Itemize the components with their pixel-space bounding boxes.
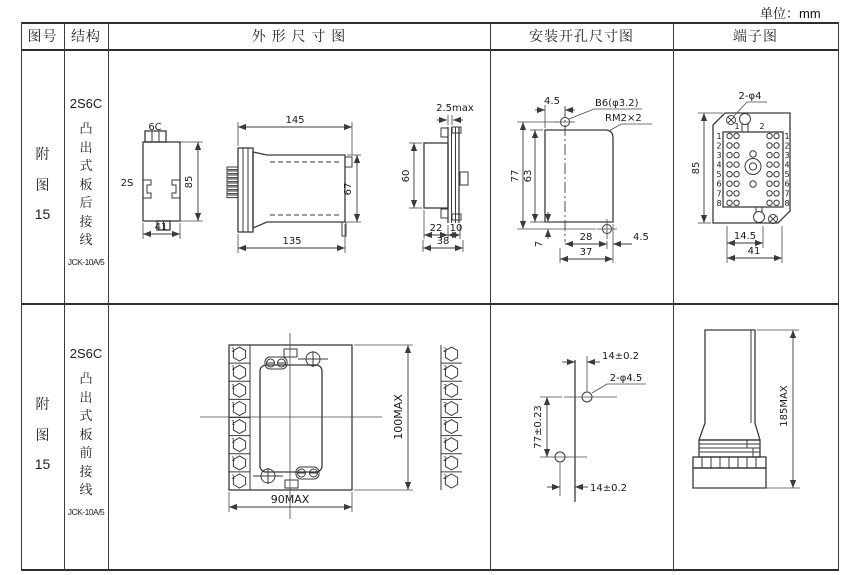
dim-2-5max: 2.5max bbox=[436, 103, 474, 114]
row-num: 8 bbox=[716, 198, 722, 208]
dim-2-phi4: 2-φ4 bbox=[738, 91, 762, 102]
hex-num: 1 bbox=[231, 346, 236, 354]
row2-model: 2S6C bbox=[69, 346, 103, 361]
hex-num: 1 bbox=[231, 400, 236, 409]
row1-mounting-drawing bbox=[492, 50, 672, 303]
dim-145: 145 bbox=[285, 115, 305, 126]
hex-num: 1 bbox=[231, 382, 236, 391]
dim-63: 63 bbox=[523, 169, 534, 183]
dim-4-5-top: 4.5 bbox=[544, 96, 560, 107]
base-segment-ticks bbox=[702, 457, 756, 468]
hex-num: 1 bbox=[231, 418, 236, 427]
header-structure: 结构 bbox=[71, 28, 101, 44]
dim-77-tol: 77±0.23 bbox=[533, 405, 544, 449]
row2-structure-char: 前 bbox=[79, 445, 93, 460]
header-terminal: 端子图 bbox=[733, 28, 778, 44]
corner-radius-label: RM2×2 bbox=[605, 113, 642, 124]
row1-fig-char: 15 bbox=[34, 206, 51, 222]
row-num: 5 bbox=[784, 170, 790, 180]
hole-spec-label: B6(φ3.2) bbox=[595, 98, 639, 109]
row2-structure-char: 接 bbox=[79, 463, 93, 479]
dim-85-terminal: 85 bbox=[691, 161, 702, 175]
hex-num: 1 bbox=[231, 436, 236, 445]
terminal-col-1: 1 bbox=[734, 122, 740, 131]
hex-num: 2 bbox=[443, 436, 448, 445]
row1-structure-char: 板 bbox=[79, 176, 93, 192]
terminal-col-2: 2 bbox=[759, 122, 765, 131]
col-divider-4 bbox=[673, 22, 674, 571]
dim-67: 67 bbox=[343, 182, 354, 196]
hex-num: 1 bbox=[231, 364, 236, 373]
dim-41-terminal: 41 bbox=[747, 246, 761, 257]
hole-spec-label-2: 2-φ4.5 bbox=[609, 373, 643, 384]
hex-num: 2 bbox=[443, 454, 448, 463]
row-num: 7 bbox=[784, 189, 790, 199]
row2-structure-char: 出 bbox=[79, 389, 93, 405]
front-view bbox=[121, 122, 203, 239]
col-divider-2 bbox=[108, 22, 109, 571]
hex-num: 2 bbox=[443, 418, 448, 427]
dim-28: 28 bbox=[579, 232, 593, 243]
hex-num: 1 bbox=[231, 454, 236, 463]
row2-fig-no bbox=[21, 394, 64, 472]
header-fig-no: 图号 bbox=[27, 28, 58, 44]
row-num: 5 bbox=[716, 170, 722, 180]
hex-num: 2 bbox=[443, 382, 448, 391]
terminal-cell-lines bbox=[229, 363, 462, 472]
row1-fig-no bbox=[21, 144, 64, 222]
hex-num: 2 bbox=[443, 364, 448, 373]
dim-10: 10 bbox=[449, 223, 463, 234]
dim-4-5-right: 4.5 bbox=[633, 232, 649, 243]
table-bottom-border bbox=[21, 569, 839, 571]
hex-num: 2 bbox=[443, 400, 448, 409]
header-mounting: 安装开孔尺寸图 bbox=[529, 28, 634, 44]
panel-cut-view bbox=[401, 103, 474, 252]
row2-structure-char: 线 bbox=[79, 482, 93, 497]
table-left-border bbox=[21, 22, 22, 571]
dim-135: 135 bbox=[282, 236, 302, 247]
row1-structure-char: 式 bbox=[79, 158, 93, 173]
dim-38: 38 bbox=[436, 236, 450, 247]
dim-90max: 90MAX bbox=[270, 493, 310, 506]
dim-14-5: 14.5 bbox=[733, 231, 757, 242]
row1-structure-char: 接 bbox=[79, 213, 93, 229]
row1-structure bbox=[64, 96, 108, 267]
row1-fig-char: 附 bbox=[35, 146, 50, 162]
row2-mounting-drawing bbox=[492, 304, 672, 564]
row-num: 2 bbox=[784, 141, 790, 151]
dim-7: 7 bbox=[534, 240, 545, 248]
row-num: 4 bbox=[784, 160, 790, 170]
dim-37: 37 bbox=[579, 247, 593, 258]
row2-structure-char: 板 bbox=[79, 426, 93, 442]
header-outline: 外 形 尺 寸 图 bbox=[251, 28, 347, 44]
dim-85: 85 bbox=[184, 175, 195, 189]
dim-14-top: 14±0.2 bbox=[602, 351, 640, 362]
row-num: 1 bbox=[716, 132, 722, 141]
row-num: 7 bbox=[716, 189, 722, 199]
row2-structure bbox=[64, 346, 108, 517]
dim-2s: 2S bbox=[120, 178, 134, 189]
dim-22: 22 bbox=[429, 223, 443, 234]
dim-6c: 6C bbox=[148, 122, 162, 133]
row1-structure-char: 线 bbox=[79, 232, 93, 247]
row2-structure-char: 式 bbox=[79, 408, 93, 423]
row-num: 3 bbox=[716, 151, 722, 161]
col-divider-3 bbox=[490, 22, 491, 571]
dim-60: 60 bbox=[401, 169, 412, 183]
row1-fig-char: 图 bbox=[35, 177, 50, 193]
row1-structure-char: 凸 bbox=[79, 121, 93, 136]
row-num: 1 bbox=[784, 132, 790, 141]
row2-fig-char: 附 bbox=[35, 396, 50, 412]
row2-outline-drawing bbox=[110, 304, 490, 564]
row1-structure-char: 出 bbox=[79, 139, 93, 155]
hex-num: 2 bbox=[443, 346, 448, 354]
dim-77: 77 bbox=[510, 169, 521, 183]
dim-41: 41 bbox=[154, 222, 168, 233]
row-num: 4 bbox=[716, 160, 722, 170]
unit-label: 单位：mm bbox=[760, 6, 821, 21]
row1-terminal-drawing bbox=[675, 50, 839, 303]
row2-structure-char: 凸 bbox=[79, 371, 93, 386]
row2-fig-char: 15 bbox=[34, 456, 51, 472]
row1-model: 2S6C bbox=[69, 96, 103, 111]
dim-100max: 100MAX bbox=[392, 394, 405, 440]
row1-structure-char: 后 bbox=[79, 195, 93, 210]
terminal-holes bbox=[727, 133, 779, 205]
row1-outline-drawing bbox=[110, 50, 490, 303]
dim-14-bottom: 14±0.2 bbox=[590, 483, 628, 494]
side-view bbox=[227, 115, 361, 253]
row-num: 6 bbox=[716, 179, 722, 189]
hex-num: 2 bbox=[443, 472, 448, 481]
row2-fig-char: 图 bbox=[35, 427, 50, 443]
row-num: 8 bbox=[784, 198, 790, 208]
row-num: 3 bbox=[784, 151, 790, 161]
hex-num: 1 bbox=[231, 472, 236, 481]
row-num: 2 bbox=[716, 141, 722, 151]
dim-185max: 185MAX bbox=[779, 385, 790, 427]
row1-case-code: JCK-10A/5 bbox=[67, 256, 105, 267]
row2-case-code: JCK-10A/5 bbox=[67, 506, 105, 517]
row2-terminal-drawing bbox=[675, 304, 839, 564]
row-num: 6 bbox=[784, 179, 790, 189]
